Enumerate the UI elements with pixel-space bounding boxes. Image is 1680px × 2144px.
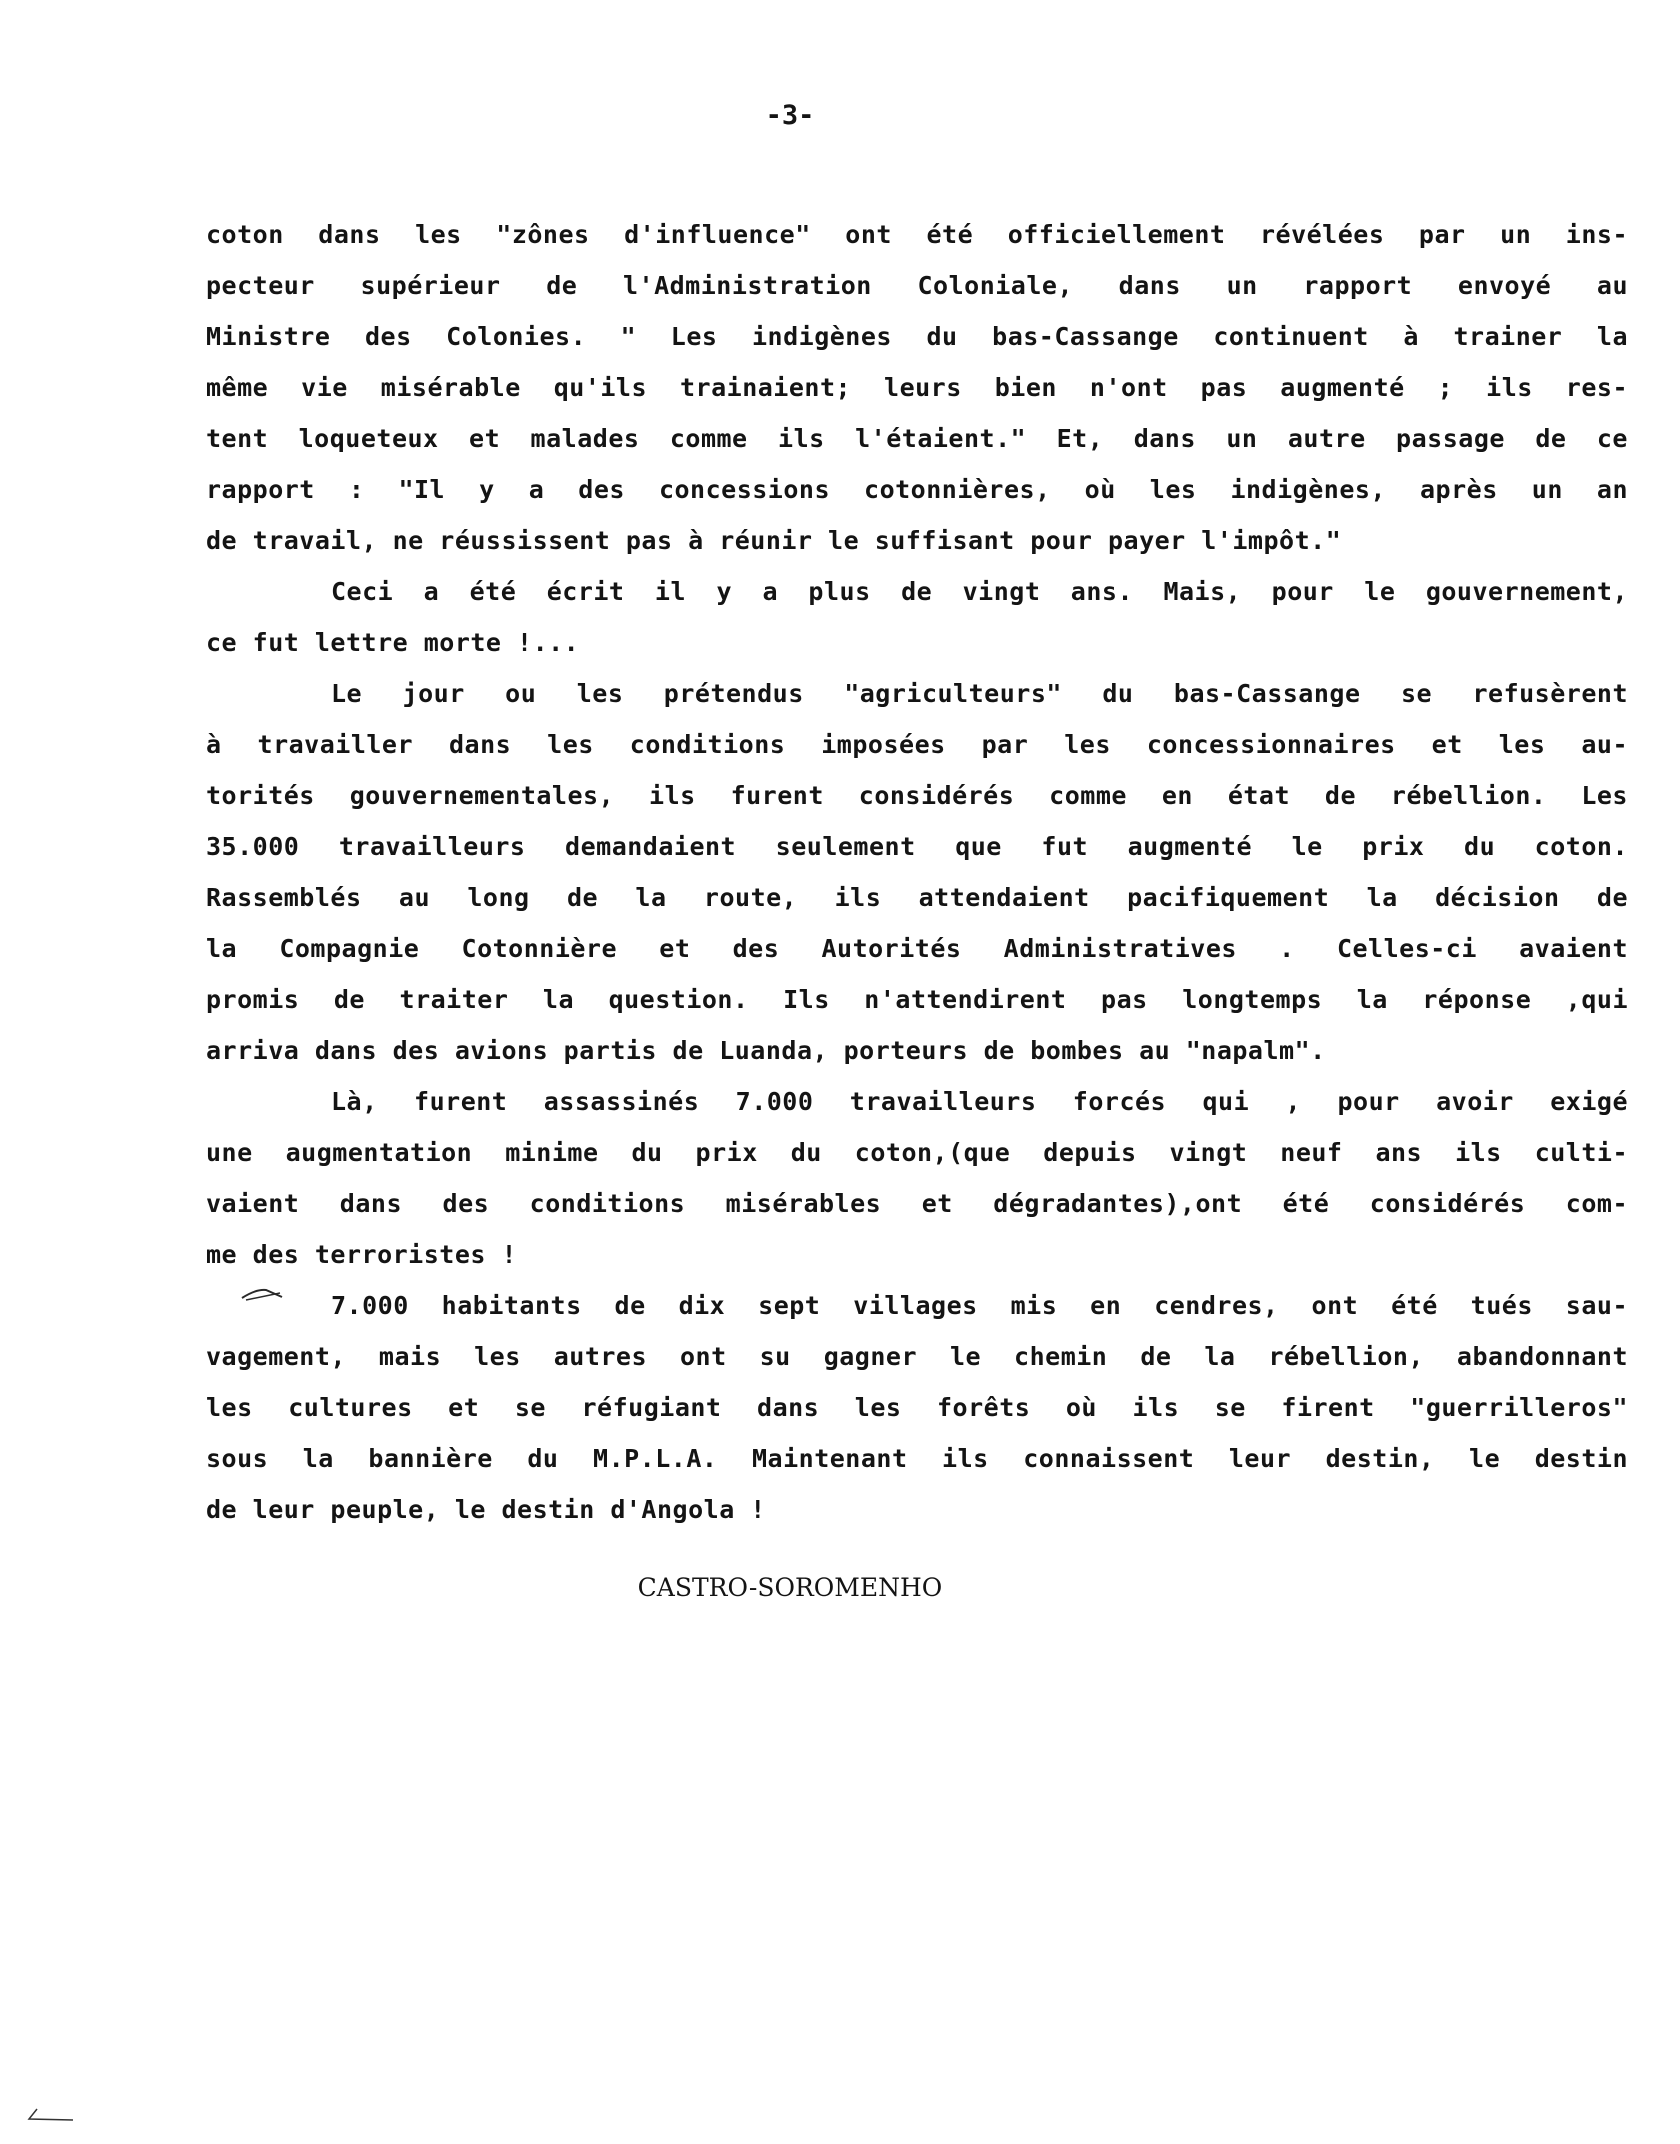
scan-mark-icon [25, 2105, 75, 2125]
paragraph-2-line-2: ce fut lettre morte !... [206, 628, 580, 657]
paragraph-4-line-2: une augmentation minime du prix du coton,(que depuis vingt neuf ans ils culti- [206, 1138, 1628, 1167]
paragraph-1-line-7: de travail, ne réussissent pas à réunir le suffisant pour payer l'impôt." [206, 526, 1342, 555]
paragraph-4-line-3: vaient dans des conditions misérables et dégradantes),ont été considérés com- [206, 1189, 1628, 1218]
author-signature: CASTRO-SOROMENHO [637, 1573, 943, 1602]
paragraph-3-line-6: la Compagnie Cotonnière et des Autorités Administratives . Celles-ci avaient [206, 934, 1628, 963]
paragraph-3-line-4: 35.000 travailleurs demandaient seulement que fut augmenté le prix du coton. [206, 832, 1628, 861]
paragraph-5-line-3: les cultures et se réfugiant dans les forêts où ils se firent "guerrilleros" [206, 1393, 1628, 1422]
paragraph-5-line-2: vagement, mais les autres ont su gagner le chemin de la rébellion, abandonnant [206, 1342, 1628, 1371]
paragraph-1-line-6: rapport : "Il y a des concessions cotonnières, où les indigènes, après un an [206, 475, 1628, 504]
paragraph-5-line-1: 7.000 habitants de dix sept villages mis en cendres, ont été tués sau- [331, 1291, 1628, 1320]
paragraph-1-line-3: Ministre des Colonies. " Les indigènes du bas-Cassange continuent à trainer la [206, 322, 1628, 351]
paragraph-4-line-4: me des terroristes ! [206, 1240, 518, 1269]
paragraph-1-line-1: coton dans les "zônes d'influence" ont été officiellement révélées par un ins- [206, 220, 1628, 249]
paragraph-1-line-5: tent loqueteux et malades comme ils l'étaient." Et, dans un autre passage de ce [206, 424, 1628, 453]
paragraph-3-line-2: à travailler dans les conditions imposées par les concessionnaires et les au- [206, 730, 1628, 759]
paragraph-1-line-2: pecteur supérieur de l'Administration Coloniale, dans un rapport envoyé au [206, 271, 1628, 300]
paragraph-3-line-8: arriva dans des avions partis de Luanda, porteurs de bombes au "napalm". [206, 1036, 1326, 1065]
paragraph-3-line-1: Le jour ou les prétendus "agriculteurs" du bas-Cassange se refusèrent [331, 679, 1628, 708]
paragraph-3-line-5: Rassemblés au long de la route, ils attendaient pacifiquement la décision de [206, 883, 1628, 912]
paragraph-5-line-5: de leur peuple, le destin d'Angola ! [206, 1495, 766, 1524]
paragraph-2-line-1: Ceci a été écrit il y a plus de vingt ans. Mais, pour le gouvernement, [331, 577, 1628, 606]
page-number: -3- [765, 100, 815, 131]
paragraph-1-line-4: même vie misérable qu'ils trainaient; leurs bien n'ont pas augmenté ; ils res- [206, 373, 1628, 402]
paragraph-3-line-7: promis de traiter la question. Ils n'attendirent pas longtemps la réponse ,qui [206, 985, 1628, 1014]
paragraph-4-line-1: Là, furent assassinés 7.000 travailleurs forcés qui , pour avoir exigé [331, 1087, 1628, 1116]
handwritten-mark-icon [240, 1287, 284, 1301]
paragraph-5-line-4: sous la bannière du M.P.L.A. Maintenant ils connaissent leur destin, le destin [206, 1444, 1628, 1473]
paragraph-3-line-3: torités gouvernementales, ils furent considérés comme en état de rébellion. Les [206, 781, 1628, 810]
